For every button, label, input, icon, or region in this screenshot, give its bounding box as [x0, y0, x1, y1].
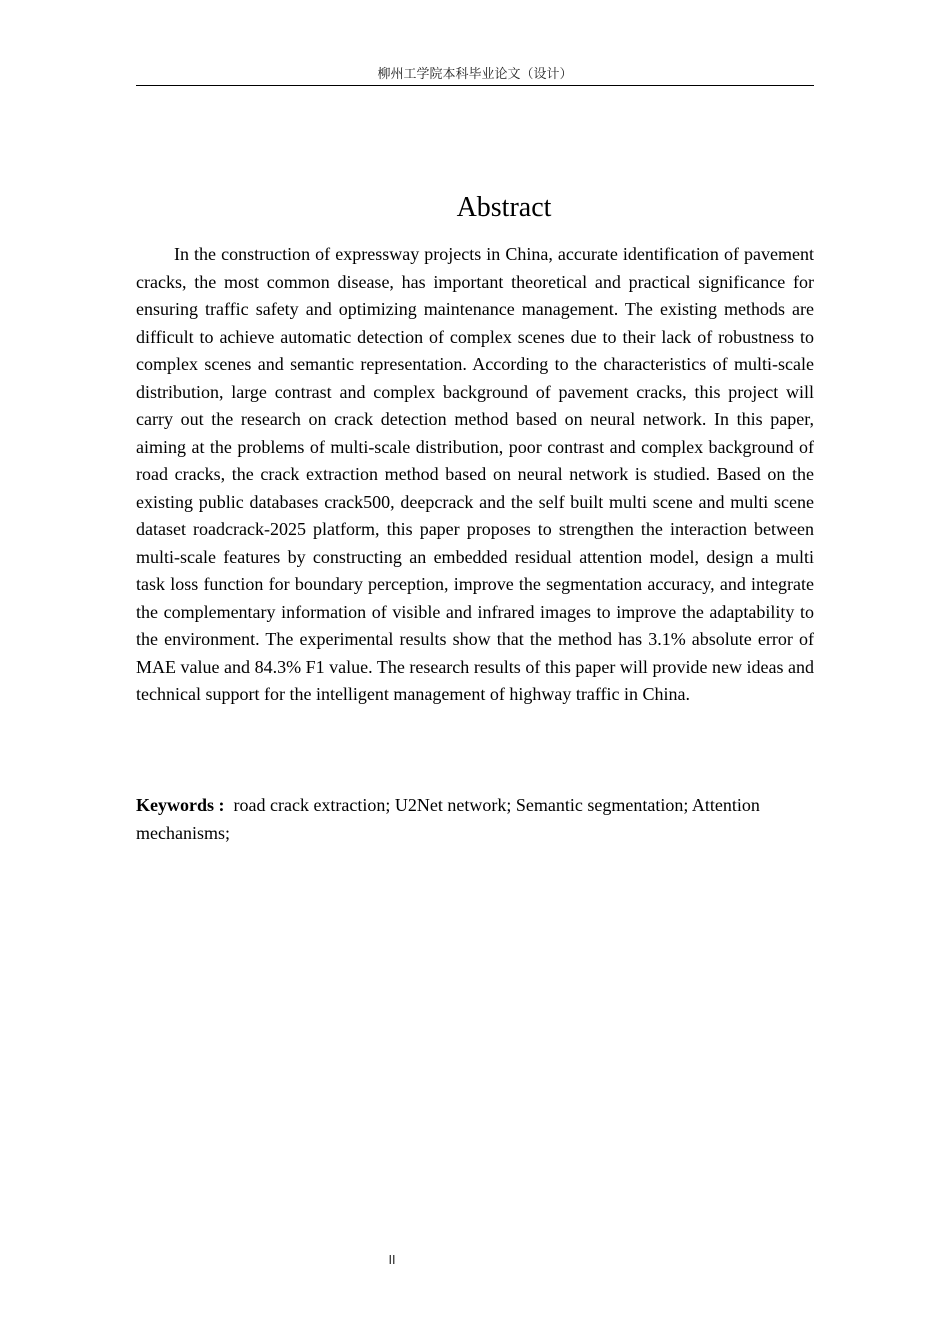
keywords-paragraph [136, 791, 814, 847]
keywords-label: Keywords : [136, 795, 225, 815]
abstract-body: In the construction of expressway projects in China, accurate identification of pavement cracks, the most common disease, has important theoretical and practical significance for ensuring traffic safety and optimizing maintenance management. The existing methods are difficult to achieve automatic detection of complex scenes due to their lack of robustness to complex scenes and semantic representation. According to the characteristics of multi-scale distribution, large contrast and complex background of pavement cracks, this project will carry out the research on crack detection method based on neural network. In this paper, aiming at the problems of multi-scale distribution, poor contrast and complex background of road cracks, the crack extraction method based on neural network is studied. Based on the existing public databases crack500, deepcrack and the self built multi scene and multi scene dataset roadcrack-2025 platform, this paper proposes to strengthen the interaction between multi-scale features by constructing an embedded residual attention model, design a multi task loss function for boundary perception, improve the segmentation accuracy, and integrate the complementary information of visible and infrared images to improve the adaptability to the environment. The experimental results show that the method has 3.1% absolute error of MAE value and 84.3% F1 value. The research results of this paper will provide new ideas and technical support for the intelligent management of highway traffic in China. [136, 244, 814, 704]
page-number: II [388, 1253, 396, 1267]
running-header: 柳州工学院本科毕业论文（设计） [377, 67, 573, 82]
abstract-title: Abstract [456, 192, 552, 223]
keywords-text: road crack extraction; U2Net network; Semantic segmentation; Attention mechanisms; [136, 795, 760, 843]
header-rule [136, 85, 814, 86]
